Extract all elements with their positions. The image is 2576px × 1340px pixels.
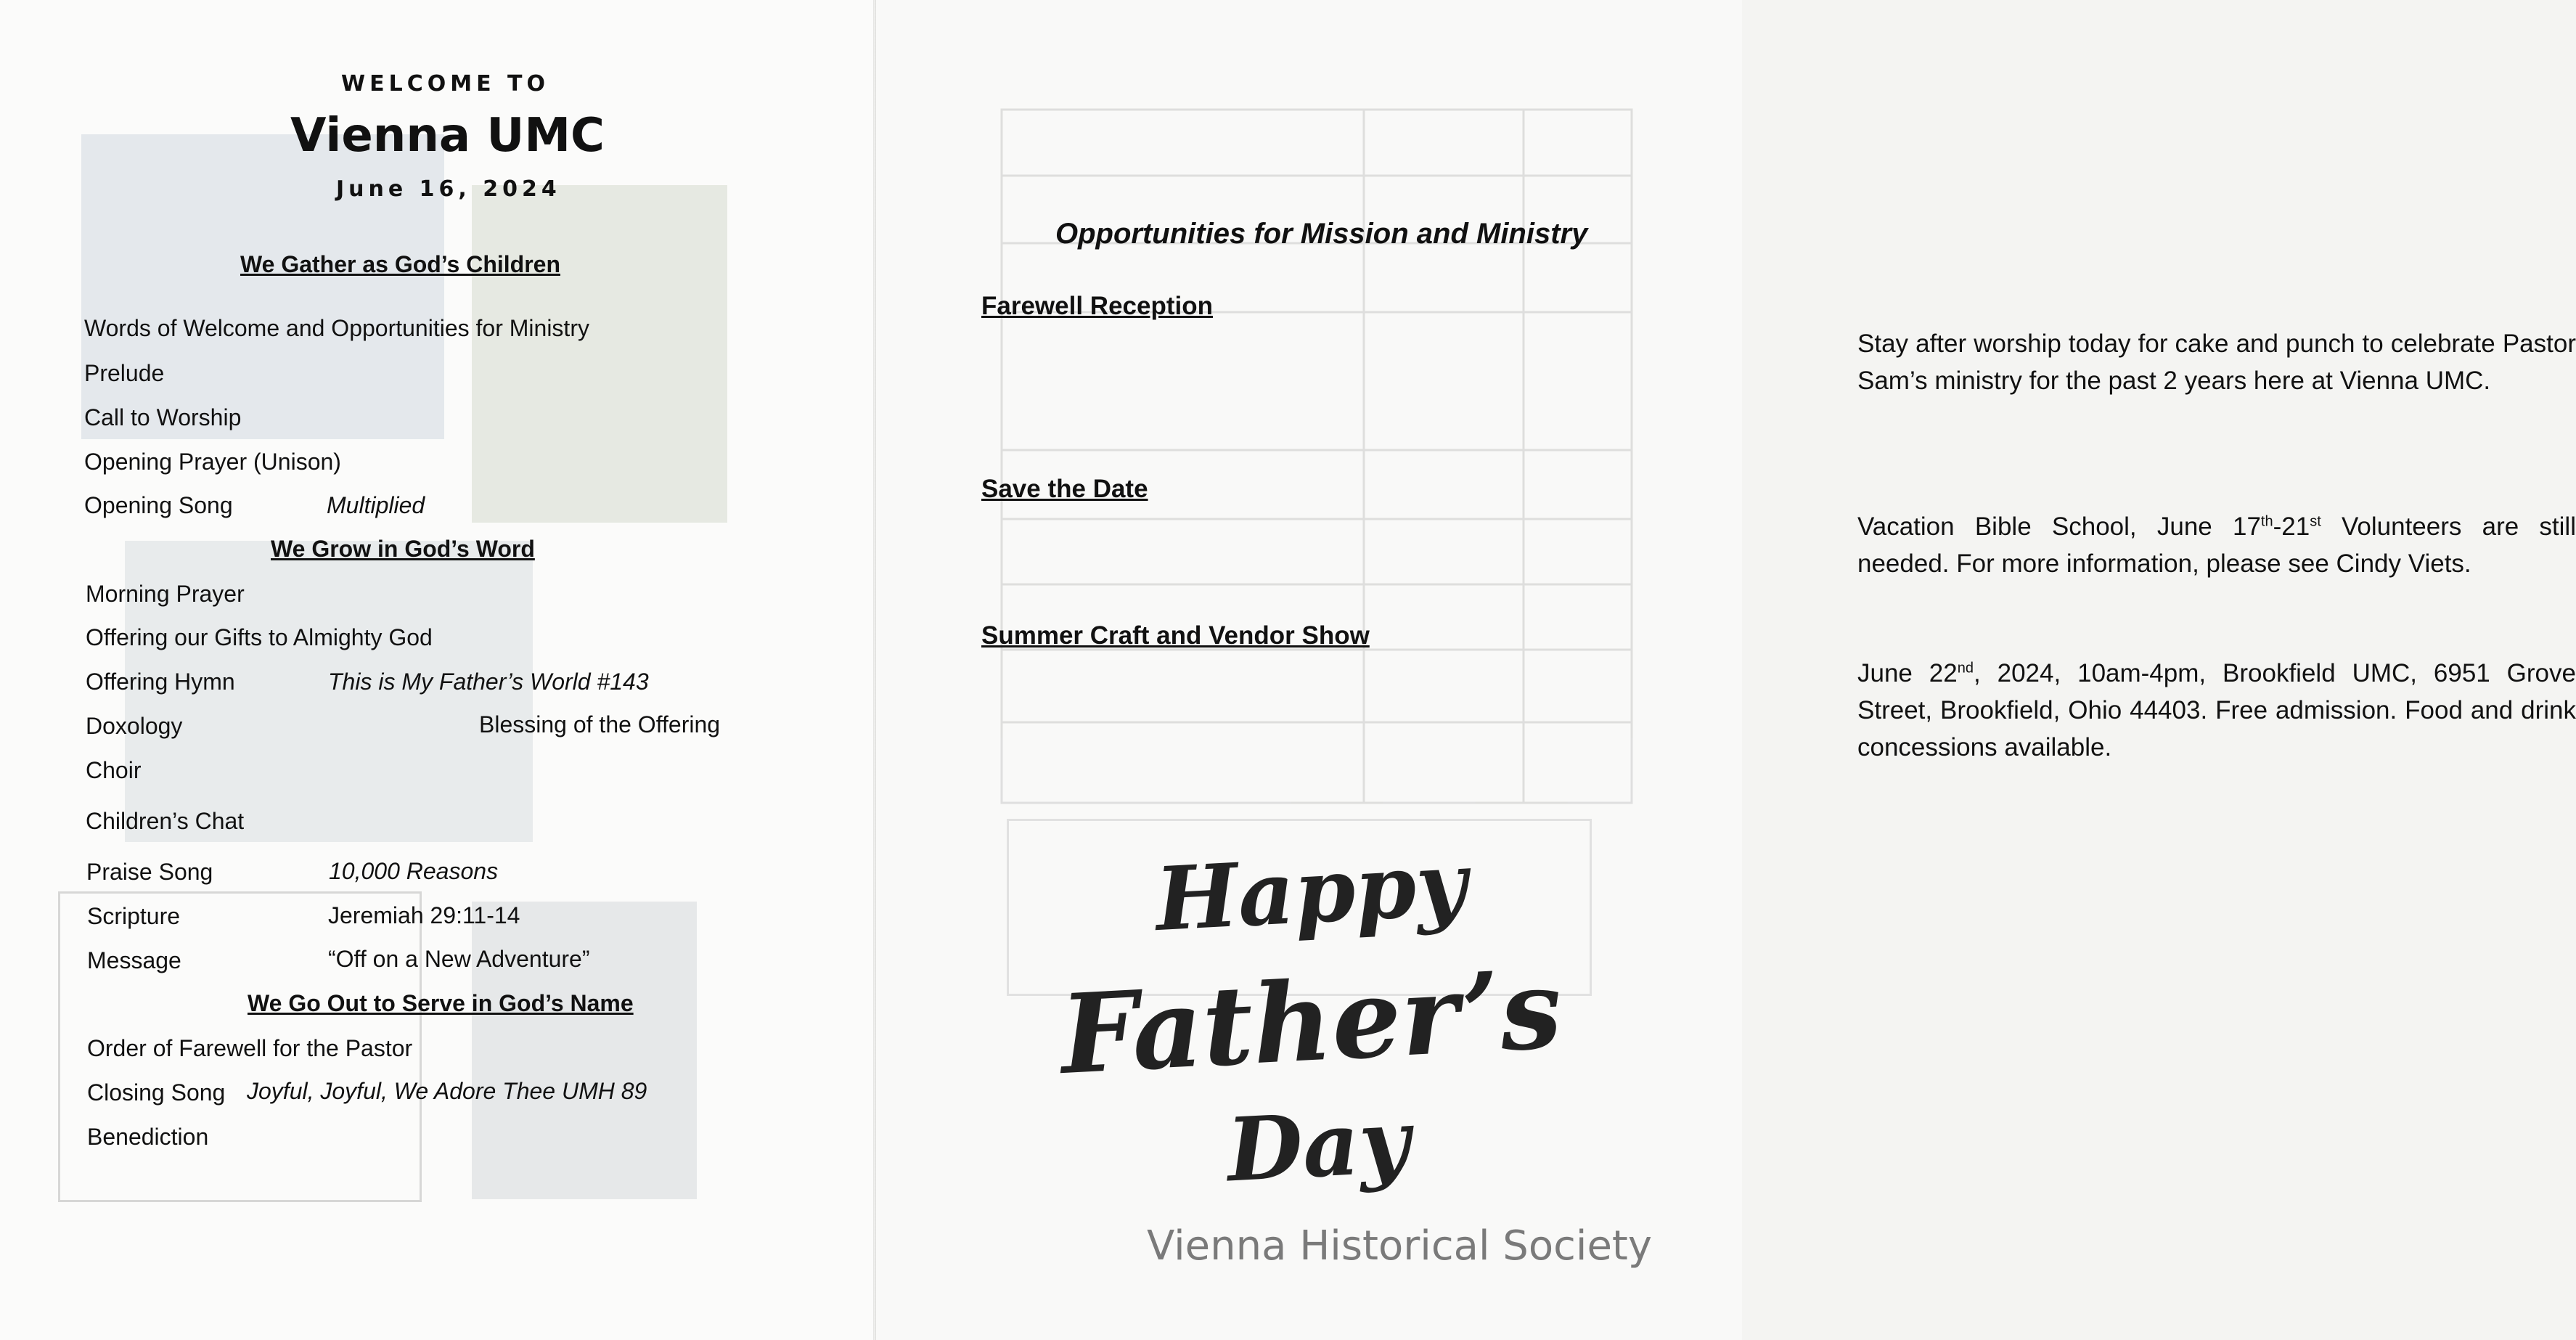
worship-item-label: Scripture — [87, 903, 181, 929]
worship-item-label: Children’s Chat — [86, 808, 245, 834]
worship-item-value: 10,000 Reasons — [329, 858, 499, 884]
worship-item-label: Closing Song — [87, 1079, 226, 1106]
service-date: June 16, 2024 — [336, 176, 561, 202]
lettering-line: Happy — [1153, 832, 1470, 952]
welcome-heading: WELCOME TO — [341, 71, 549, 97]
worship-item-label: Doxology — [86, 713, 183, 739]
lettering-line: Father’s — [1058, 945, 1565, 1099]
left-panel — [0, 0, 875, 1340]
church-title: Vienna UMC — [290, 109, 605, 163]
worship-item-value: Multiplied — [327, 492, 425, 518]
save-the-date-title: Save the Date — [981, 475, 1148, 503]
worship-item-label: Choir — [86, 757, 142, 783]
right-panel — [876, 0, 2576, 1340]
worship-item-value: Joyful, Joyful, We Adore Thee UMH 89 — [247, 1078, 647, 1104]
section-heading-serve: We Go Out to Serve in God’s Name — [248, 990, 634, 1016]
worship-item-value: This is My Father’s World #143 — [328, 669, 649, 695]
worship-item-label: Opening Song — [84, 492, 233, 518]
worship-item-value: Blessing of the Offering — [479, 711, 721, 738]
worship-item-label: Message — [87, 947, 181, 973]
farewell-reception-title: Farewell Reception — [981, 292, 1213, 320]
section-heading-gather: We Gather as God’s Children — [240, 251, 560, 277]
worship-item-label: Morning Prayer — [86, 581, 245, 607]
save-the-date-text: Vacation Bible School, June 17th-21st Volunteers are still needed. For more information, please see Cindy Viets. — [1857, 512, 2576, 578]
worship-item-label: Offering our Gifts to Almighty God — [86, 624, 433, 650]
worship-item-label: Prelude — [84, 360, 165, 386]
worship-item-label: Opening Prayer (Unison) — [84, 449, 341, 475]
opportunities-heading: Opportunities for Mission and Ministry — [1055, 218, 1588, 250]
worship-item-label: Words of Welcome and Opportunities for Ministry — [84, 315, 589, 341]
craft-show-title: Summer Craft and Vendor Show — [981, 621, 1370, 650]
worship-item-label: Offering Hymn — [86, 669, 235, 695]
lettering-line: Day — [1224, 1090, 1412, 1202]
worship-item-value: “Off on a New Adventure” — [328, 946, 590, 972]
watermark: Vienna Historical Society — [1147, 1222, 1653, 1270]
worship-item-label: Praise Song — [86, 859, 213, 885]
farewell-reception-text: Stay after worship today for cake and punch to celebrate Pastor Sam’s ministry for the past 2 years here at Vienna UMC. — [1857, 330, 2576, 395]
section-heading-grow: We Grow in God’s Word — [271, 536, 535, 562]
worship-item-label: Call to Worship — [84, 404, 242, 430]
worship-item-label: Benediction — [87, 1124, 209, 1150]
worship-item-value: Jeremiah 29:11-14 — [328, 902, 520, 928]
craft-show-text: June 22nd, 2024, 10am-4pm, Brookfield UMC, 6951 Grove Street, Brookfield, Ohio 44403. Free admission. Food and drink concessions available. — [1857, 659, 2576, 761]
fathers-day-lettering — [1058, 820, 1565, 1212]
show-through-table — [1001, 109, 1640, 806]
worship-item-label: Order of Farewell for the Pastor — [87, 1035, 413, 1061]
show-through-photo — [472, 185, 727, 523]
